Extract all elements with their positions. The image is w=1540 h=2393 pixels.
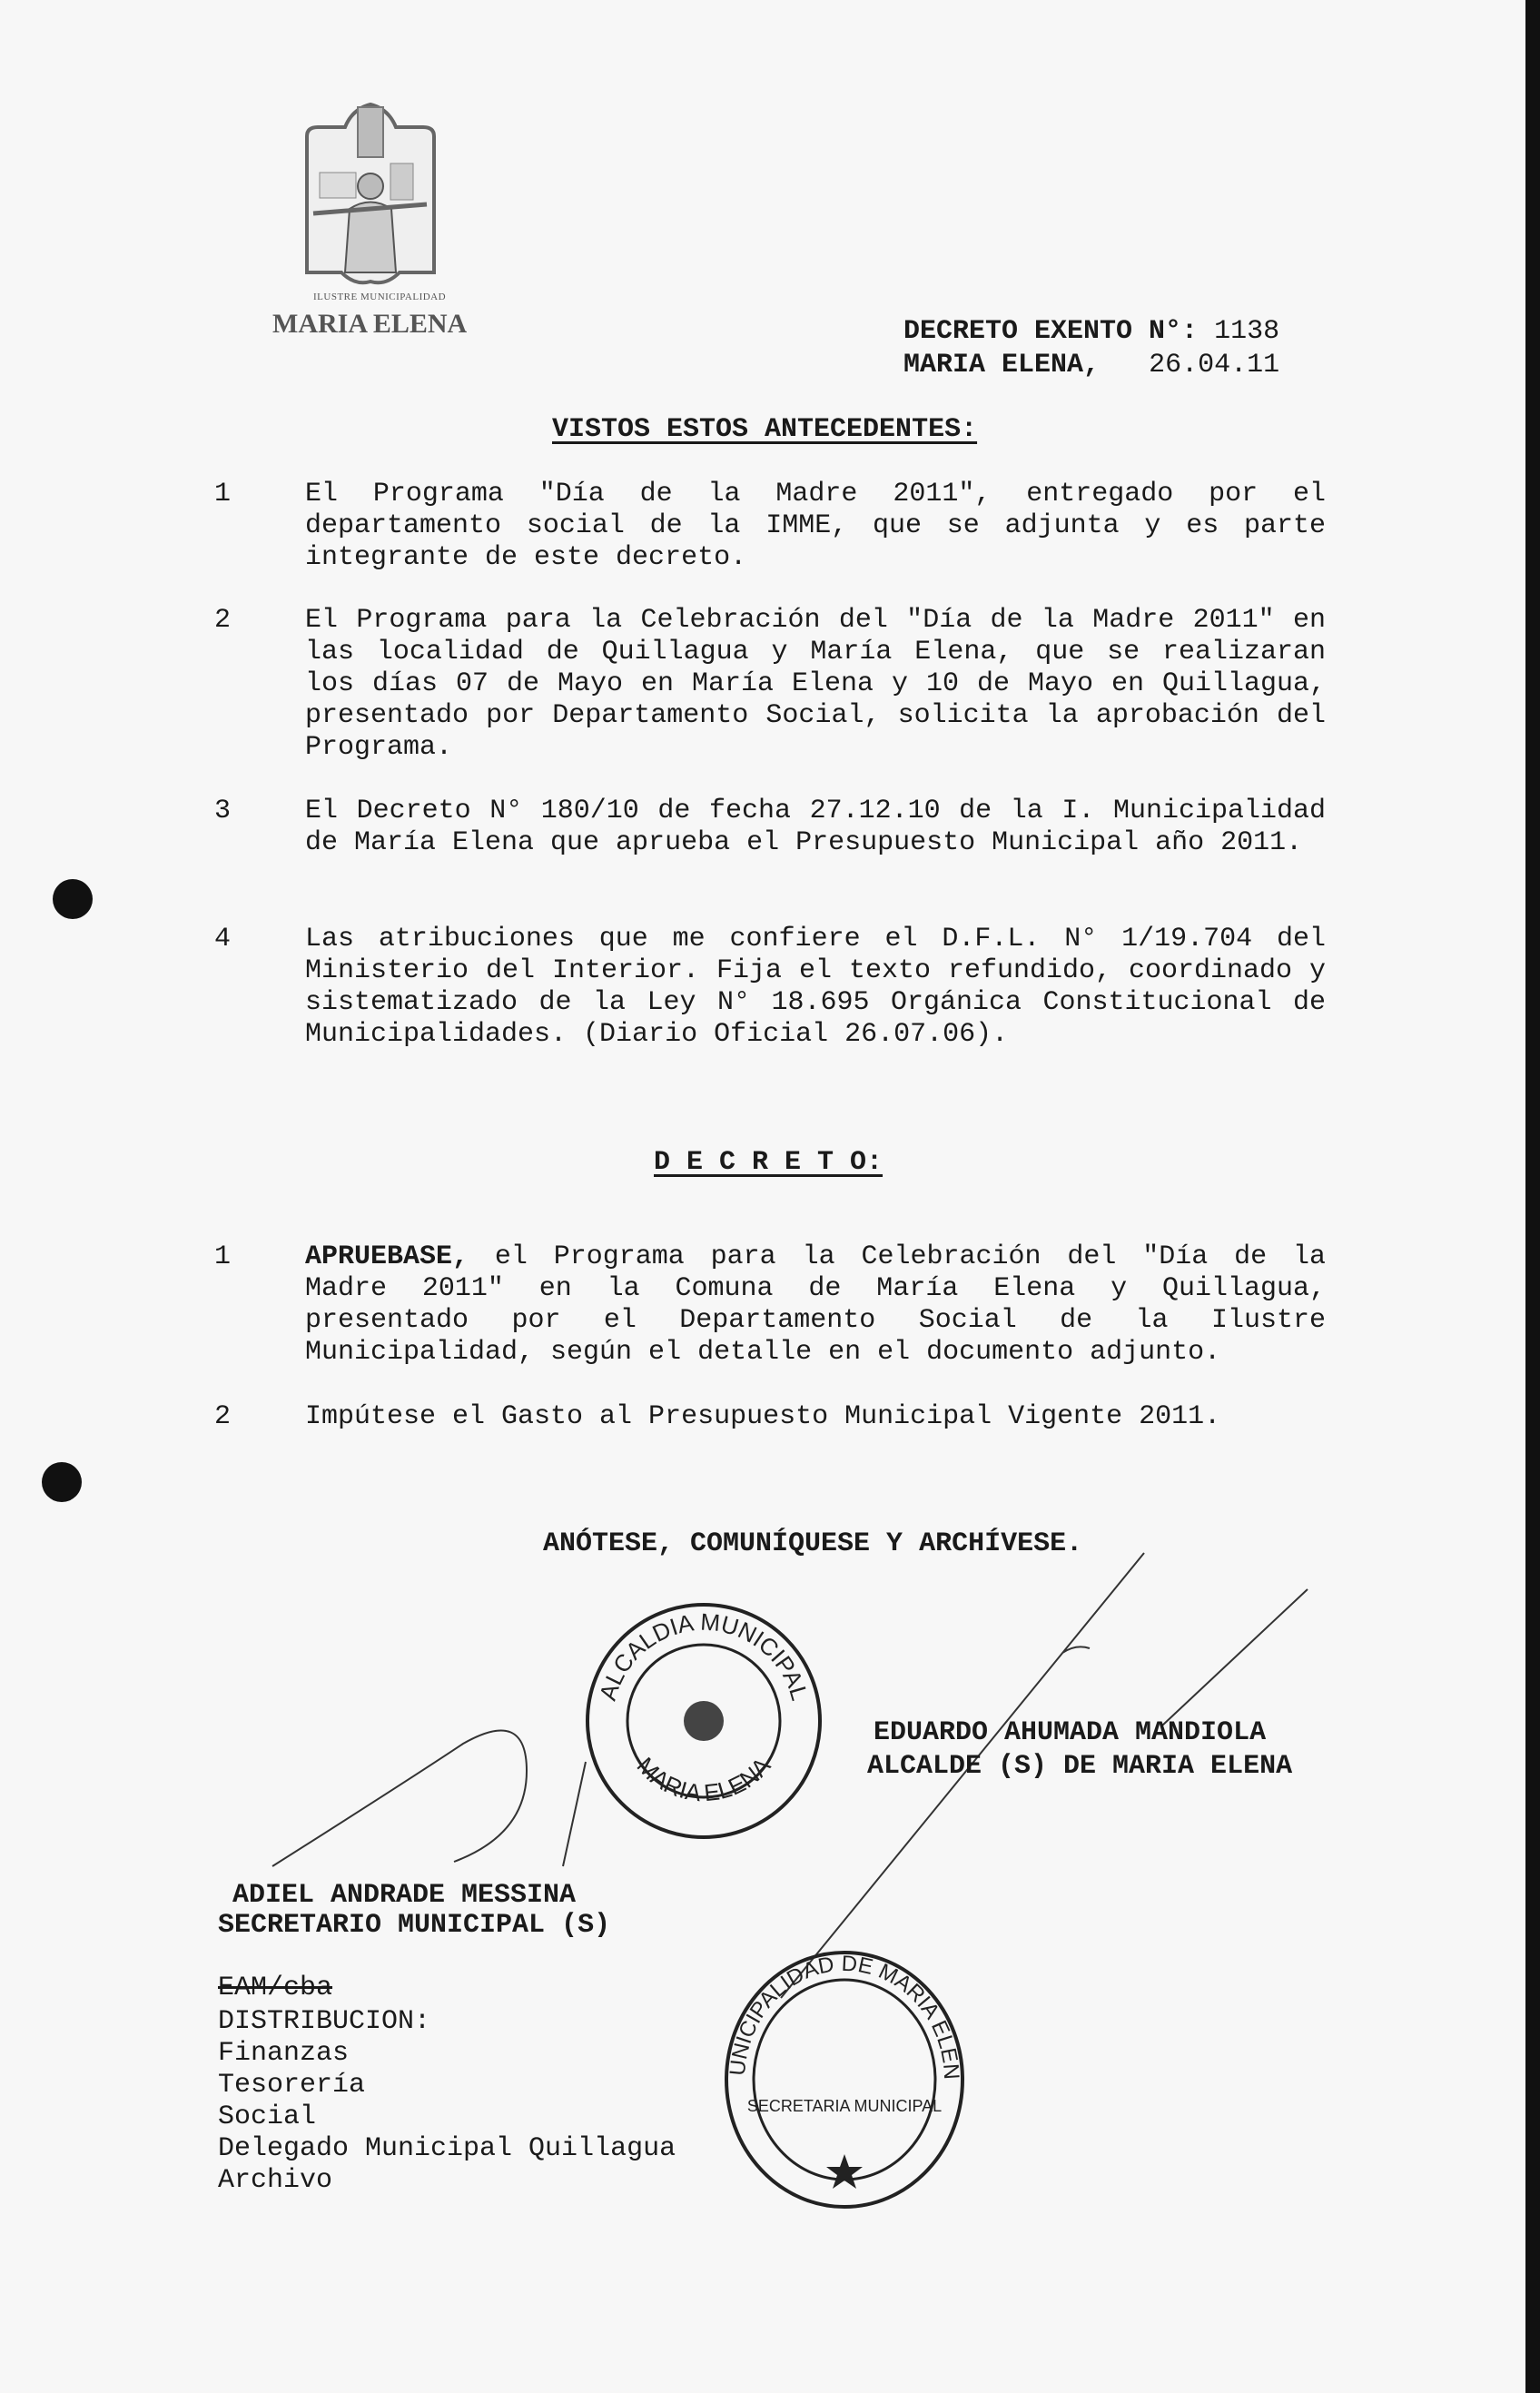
- decreto-item-number: 2: [214, 1401, 232, 1432]
- place-label: MARIA ELENA,: [903, 350, 1101, 381]
- place-date-line: [903, 350, 1279, 381]
- mayor-name: EDUARDO AHUMADA MANDIOLA: [874, 1717, 1267, 1748]
- decree-label: DECRETO EXENTO N°:: [903, 316, 1199, 347]
- secretary-name: ADIEL ANDRADE MESSINA: [232, 1880, 577, 1911]
- coat-of-arms-icon: [300, 100, 441, 286]
- punch-hole: [53, 879, 93, 919]
- distribution-item: Finanzas: [218, 2038, 350, 2069]
- punch-hole: [42, 1462, 82, 1502]
- vistos-item-number: 3: [214, 796, 232, 826]
- decreto-item-number: 1: [214, 1241, 232, 1272]
- vistos-item-number: 1: [214, 479, 232, 509]
- vistos-heading: VISTOS ESTOS ANTECEDENTES:: [552, 414, 978, 445]
- decree-number: 1138: [1214, 316, 1280, 347]
- mayor-title: ALCALDE (S) DE MARIA ELENA: [867, 1751, 1293, 1782]
- vistos-item-text: El Programa para la Celebración del "Día de la Madre 2011" en las localidad de Quillagua y María Elena, que se realizaran los días 07 de Mayo en María Elena y 10 de Mayo en Quillagua, presentado por Departamento Social, solicita la aprobación del Programa.: [305, 605, 1326, 763]
- vistos-item-text: El Decreto N° 180/10 de fecha 27.12.10 de la I. Municipalidad de María Elena que aprueba el Presupuesto Municipal año 2011.: [305, 796, 1326, 858]
- decreto-item-lead: APRUEBASE,: [305, 1241, 469, 1272]
- secretary-title: SECRETARIO MUNICIPAL (S): [218, 1910, 611, 1941]
- vistos-item-text: Las atribuciones que me confiere el D.F.L. N° 1/19.704 del Ministerio del Interior. Fija el texto refundido, coordinado y sistematizado de la Ley N° 18.695 Orgánica Constitucional de Municipalidades. (Diario Oficial 26.07.06).: [305, 924, 1326, 1050]
- vistos-item-number: 4: [214, 924, 232, 954]
- decreto-item-body: el Programa para la Celebración del "Día de la Madre 2011" en la Comuna de María Elena y Quillagua, presentado por el Departamento Social de la Ilustre Municipalidad, según el detalle en el documento adjunto.: [305, 1241, 1326, 1368]
- distribution-item: Delegado Municipal Quillagua: [218, 2133, 676, 2164]
- logo-subtitle: ILUSTRE MUNICIPALIDAD: [313, 292, 447, 302]
- mayor-stamp-top: ALCALDIA MUNICIPAL: [593, 1607, 814, 1704]
- vistos-item-text: El Programa "Día de la Madre 2011", entregado por el departamento social de la IMME, que se adjunta y es parte integrante de este decreto.: [305, 479, 1326, 573]
- scan-edge: [1525, 0, 1540, 2393]
- distribution-item: Tesorería: [218, 2070, 366, 2101]
- initials: EAM/cba: [218, 1973, 333, 2003]
- distribution-item: Archivo: [218, 2165, 333, 2196]
- svg-text:MARIA ELENA: [632, 1752, 776, 1807]
- decree-number-line: [903, 316, 1279, 348]
- municipality-logo: [300, 100, 441, 286]
- vistos-item-number: 2: [214, 605, 232, 636]
- document-date: 26.04.11: [1149, 350, 1280, 381]
- secretary-stamp: [717, 1943, 972, 2216]
- secretary-stamp-center: SECRETARIA MUNICIPAL: [746, 2097, 943, 2115]
- star-icon: [826, 2154, 863, 2189]
- decreto-item-text: Impútese el Gasto al Presupuesto Municipal Vigente 2011.: [305, 1401, 1221, 1432]
- secretary-stamp-ring: UNICIPALIDAD DE MARIA ELEN: [725, 1951, 964, 2081]
- closing-formula: ANÓTESE, COMUNÍQUESE Y ARCHÍVESE.: [543, 1528, 1083, 1559]
- logo-name: MARIA ELENA: [272, 309, 468, 339]
- decreto-item-text: [305, 1241, 1326, 1369]
- decreto-heading: D E C R E T O:: [654, 1147, 884, 1178]
- secretary-signature: [227, 1707, 608, 1871]
- mayor-stamp-bottom: MARIA ELENA: [631, 1752, 776, 1807]
- distribution-item: Social: [218, 2101, 317, 2132]
- distribution-label: DISTRIBUCION:: [218, 2006, 431, 2037]
